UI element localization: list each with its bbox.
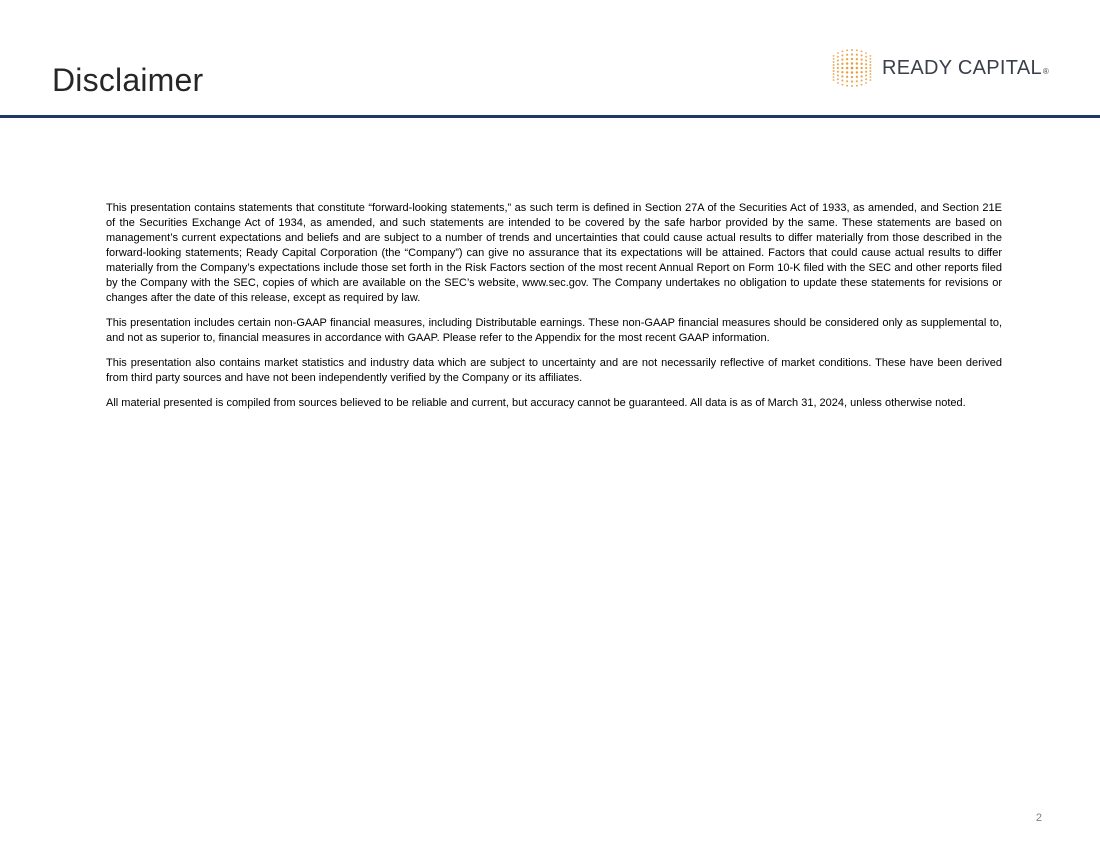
logo-dot	[846, 67, 849, 70]
logo-dot	[841, 71, 843, 73]
logo-dot	[869, 70, 871, 72]
disclaimer-paragraph-forward-looking: This presentation contains statements that constitute “forward-looking statements,” as such term is defined in Section 27A of the Securities Act of 1933, as amended, and Section 21E of the Securities Exchange Act of 1934, as amended, and such statements are intended to be covered by the safe harbor provided by the same. These statements are based on management’s current expectations and beliefs and are subject to a number of trends and uncertainties that could cause actual results to differ materially from those described in the forward-looking statements; Ready Capital Corporation (the “Company”) can give no assurance that its expectations will be attained. Factors that could cause actual results to differ materially from the Company’s expectations include those set forth in the Risk Factors section of the most recent Annual Report on Form 10-K filed with the SEC and other reports filed by the Company with the SEC, copies of which are available on the SEC’s website, www.sec.gov. The Company undertakes no obligation to update these statements for revisions or changes after the date of this release, except as required by law.	[106, 202, 1002, 304]
logo-dot	[856, 67, 859, 70]
registered-mark: ®	[1042, 66, 1050, 76]
logo-dot	[861, 84, 863, 86]
logo-dot	[837, 56, 839, 58]
logo-dot	[869, 67, 871, 69]
logo-dot	[833, 64, 835, 66]
logo-dot	[841, 50, 843, 52]
logo-dot	[851, 49, 853, 51]
logo-dot	[846, 62, 848, 64]
header-divider	[0, 115, 1100, 118]
logo-dot	[851, 71, 854, 74]
page-title: Disclaimer	[52, 62, 204, 98]
logo-dot	[837, 74, 839, 76]
logo-dot	[869, 73, 871, 75]
logo-dot	[869, 58, 871, 60]
logo-dot	[837, 63, 839, 65]
logo-dot	[841, 67, 843, 69]
logo-dot	[837, 82, 839, 84]
logo-dot	[860, 71, 862, 73]
logo-dot	[869, 76, 871, 78]
logo-dot	[856, 71, 858, 73]
logo-dot	[865, 82, 867, 84]
logo-dot	[869, 61, 871, 63]
logo-wordmark	[882, 57, 1049, 80]
logo-dot	[837, 71, 839, 73]
logo-dot	[833, 79, 835, 81]
logo-dot	[861, 59, 863, 61]
logo-dot	[856, 62, 858, 64]
dotted-globe-icon	[828, 44, 876, 92]
logo-dot	[856, 49, 858, 51]
page-number: 2	[1035, 812, 1042, 824]
logo-dot	[851, 80, 853, 82]
logo-dot	[841, 63, 843, 65]
logo-dot	[865, 71, 867, 73]
logo-dot	[865, 59, 867, 61]
logo-dot	[846, 49, 848, 51]
logo-dot	[865, 78, 867, 80]
disclaimer-paragraph-market-data: This presentation also contains market statistics and industry data which are subject to uncertainty and are not necessarily reflective of market conditions. These have been derived from third party sources and have not been independently verified by the Company or its affiliates.	[106, 357, 1002, 384]
logo-dot	[860, 67, 862, 69]
logo-dot	[833, 67, 835, 69]
logo-dot	[856, 76, 858, 78]
logo-dot	[841, 80, 843, 82]
logo-dot	[833, 61, 835, 63]
logo-dot	[846, 54, 848, 56]
logo-dot	[833, 58, 835, 60]
logo-dot	[870, 79, 872, 81]
logo-text: READY CAPITAL	[882, 56, 1042, 79]
logo-dot	[837, 78, 839, 80]
logo-dot	[837, 52, 839, 54]
logo-dot	[851, 67, 854, 70]
logo-dot	[846, 85, 848, 87]
logo-dot	[851, 53, 853, 55]
logo-dot	[846, 58, 848, 60]
logo-dot	[833, 70, 835, 72]
logo-dot	[865, 74, 867, 76]
logo-dot	[861, 50, 863, 52]
logo-dot	[837, 59, 839, 61]
logo-dot	[833, 55, 835, 57]
logo-dot	[856, 85, 858, 87]
logo-dot	[846, 71, 848, 73]
logo-dot	[865, 52, 867, 54]
logo-dot	[851, 76, 853, 78]
ready-capital-logo	[828, 44, 1049, 92]
logo-dot	[851, 58, 853, 60]
logo-dot	[837, 67, 839, 69]
logo-dot	[865, 67, 867, 69]
logo-dot	[841, 54, 843, 56]
logo-dot	[846, 76, 848, 78]
logo-dot	[861, 54, 863, 56]
logo-dot	[841, 75, 843, 77]
logo-dot	[846, 80, 848, 82]
disclaimer-body	[106, 201, 1002, 421]
logo-dot	[861, 75, 863, 77]
logo-dot	[865, 56, 867, 58]
logo-dot	[865, 63, 867, 65]
logo-dot	[841, 59, 843, 61]
logo-dot	[870, 55, 872, 57]
logo-dot	[856, 80, 858, 82]
logo-dot	[856, 54, 858, 56]
logo-dot	[861, 80, 863, 82]
logo-dot	[851, 85, 853, 87]
logo-dot	[869, 64, 871, 66]
logo-dot	[851, 62, 854, 65]
logo-dot	[833, 76, 835, 78]
logo-dot	[860, 63, 862, 65]
disclaimer-paragraph-non-gaap: This presentation includes certain non-GAAP financial measures, including Distributable earnings. These non-GAAP financial measures should be considered only as supplemental to, and not as superior to, financial measures in accordance with GAAP. Please refer to the Appendix for the most recent GAAP information.	[106, 317, 1002, 344]
logo-dot	[856, 58, 858, 60]
logo-dot	[841, 84, 843, 86]
logo-dot	[833, 73, 835, 75]
disclaimer-paragraph-accuracy: All material presented is compiled from sources believed to be reliable and current, but accuracy cannot be guaranteed. All data is as of March 31, 2024, unless otherwise noted.	[106, 397, 966, 409]
